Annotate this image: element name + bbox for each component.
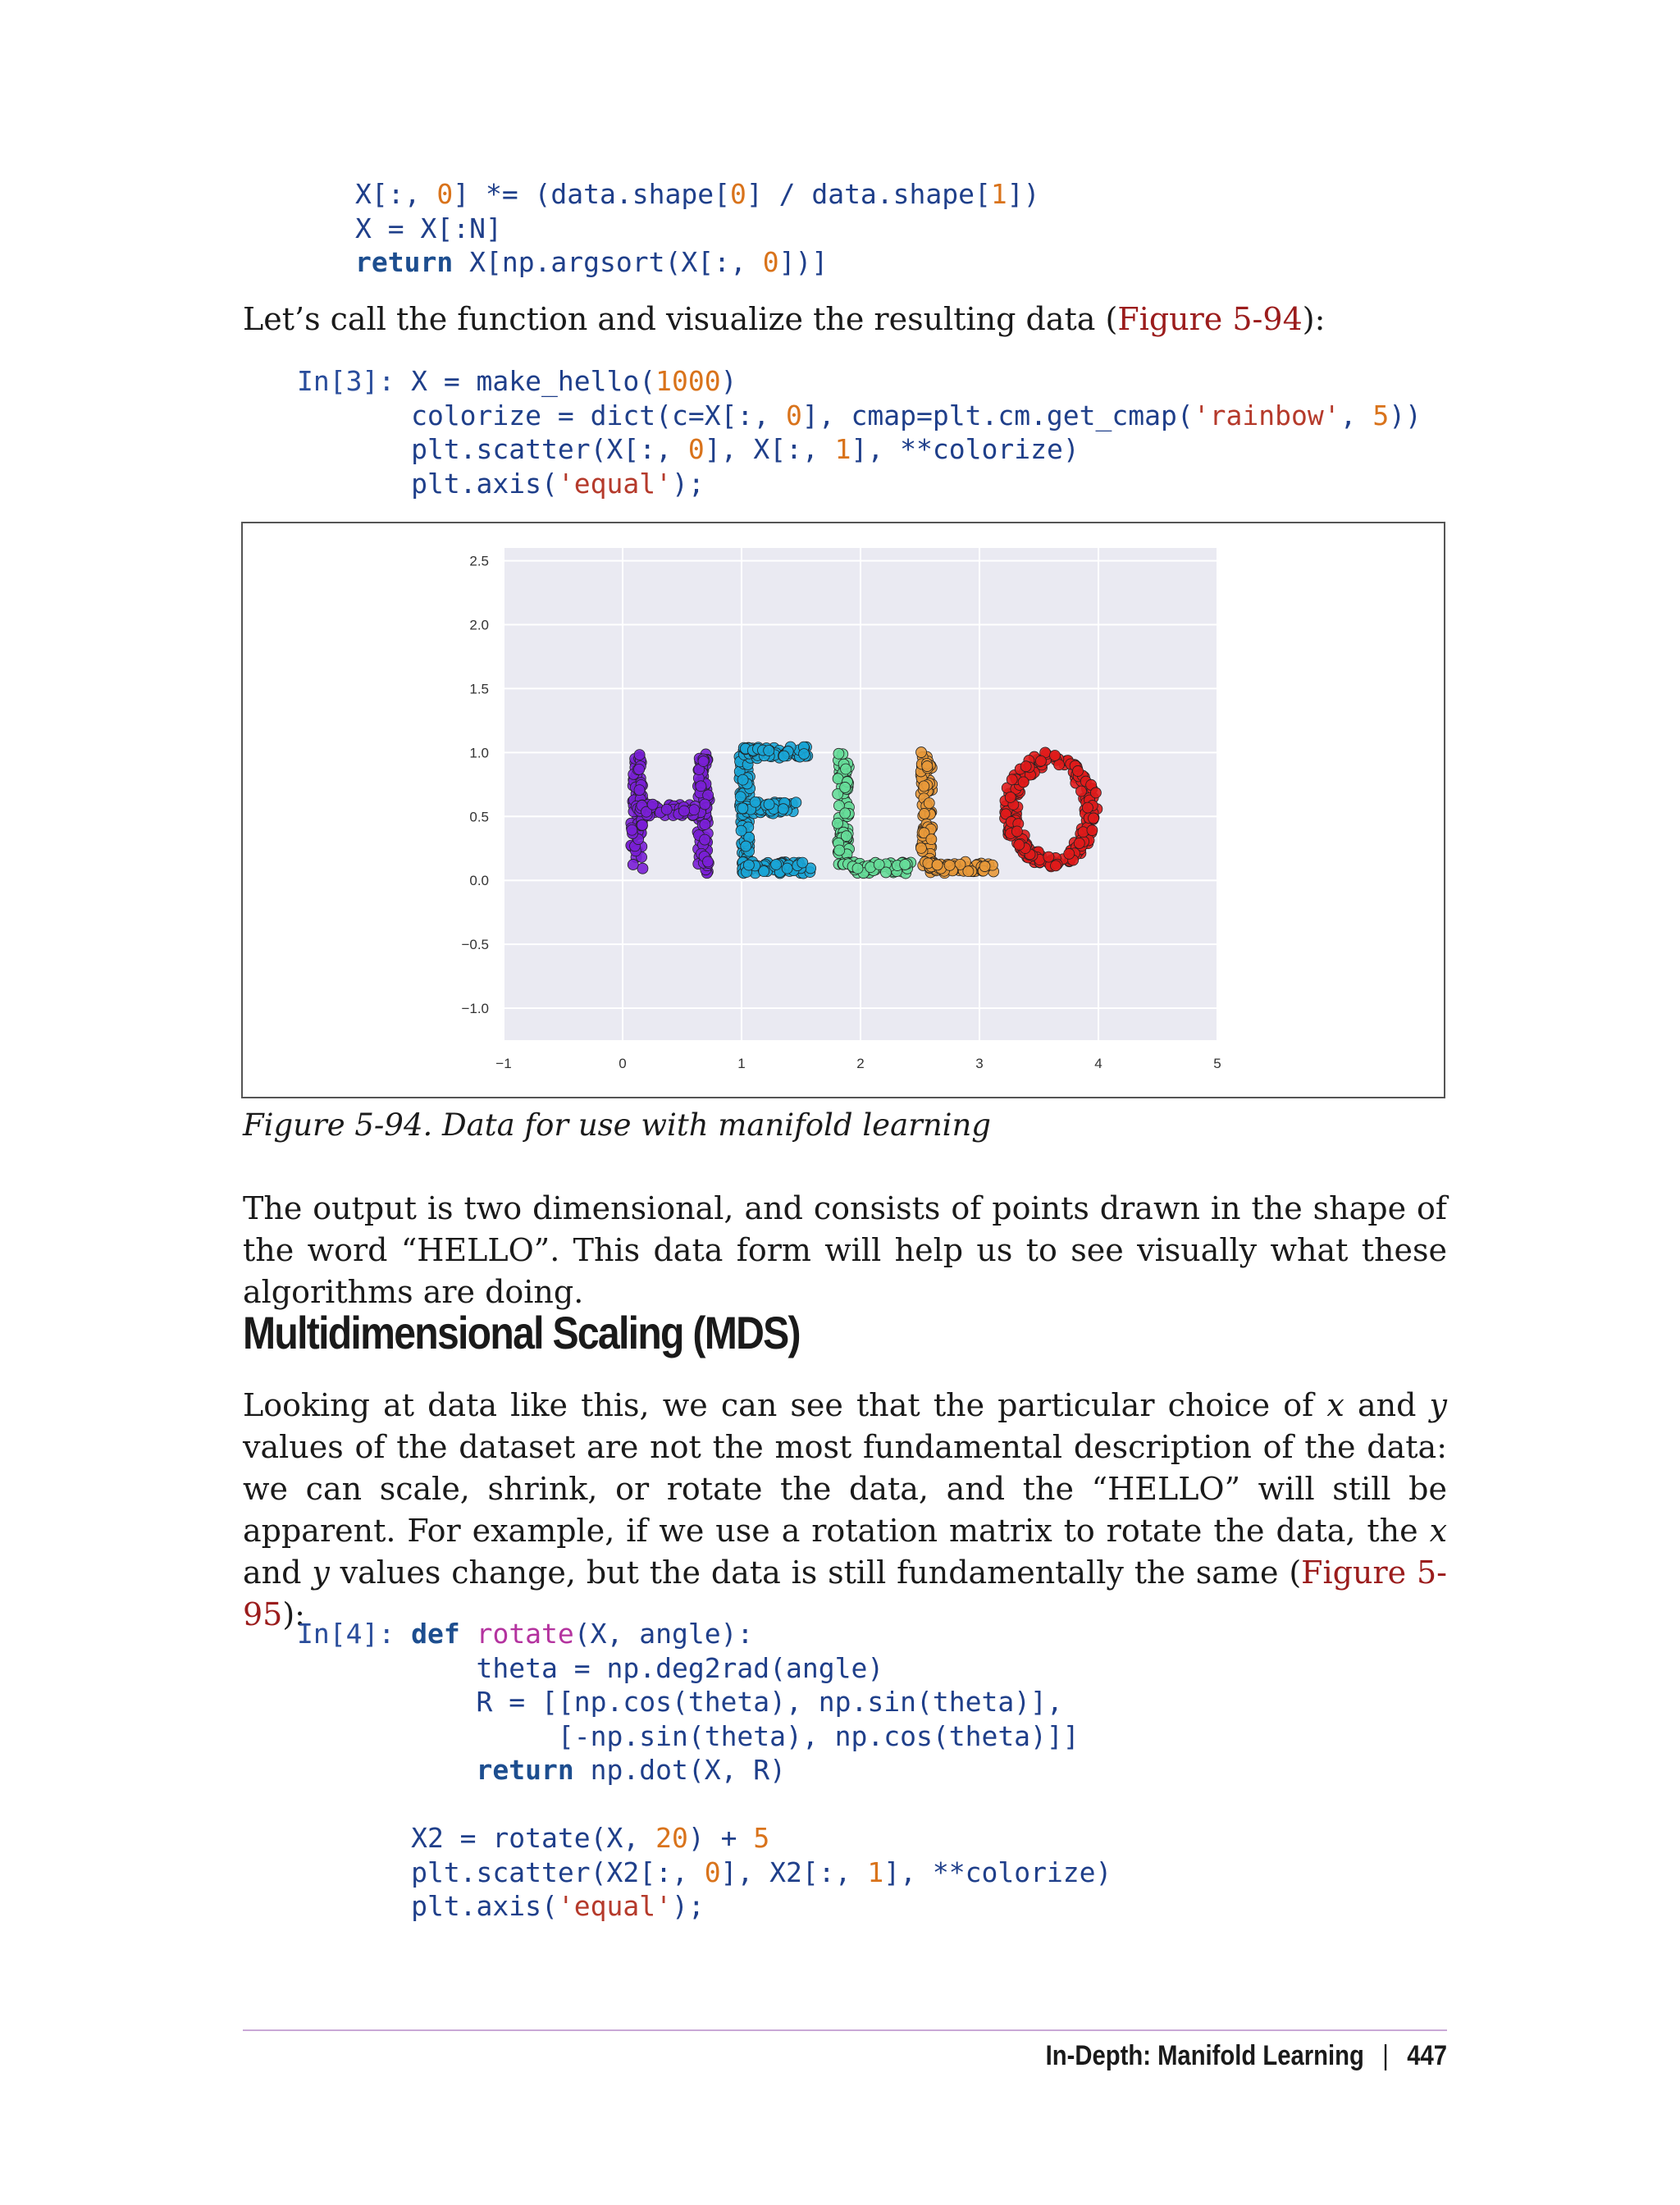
code-string: 'rainbow'	[1193, 399, 1340, 431]
code-token: )	[720, 365, 737, 397]
code-line	[297, 1685, 1112, 1719]
y-tick-label: −1.0	[461, 1001, 489, 1017]
scatter-point	[919, 808, 929, 819]
code-token: ) +	[687, 1822, 754, 1854]
scatter-point	[764, 746, 774, 756]
scatter-point	[963, 866, 974, 877]
code-line	[297, 467, 1422, 501]
code-number: 1000	[655, 365, 721, 397]
code-line	[355, 212, 1040, 246]
y-tick-labels	[461, 554, 489, 1016]
code-token: ], X[:,	[704, 433, 835, 465]
code-block-3	[297, 1617, 1112, 1924]
code-line	[297, 1719, 1112, 1754]
code-token: ])]	[778, 246, 829, 278]
scatter-point	[1049, 750, 1060, 760]
code-prompt: In[4]:	[297, 1618, 395, 1650]
y-tick-label: 1.5	[469, 681, 489, 697]
paragraph-text: values of the dataset are not the most fundamental description of the data: we can scale, shrink, or rotate the data, and the “HELLO” will still be apparent. For example, if we use a rotation matrix to rotate the data, the	[243, 1429, 1447, 1549]
footer-rule	[243, 2029, 1447, 2031]
x-tick-label: 2	[856, 1056, 865, 1071]
scatter-point	[627, 824, 637, 835]
scatter-point	[647, 799, 658, 810]
code-number: 5	[1372, 399, 1390, 431]
scatter-point	[737, 774, 748, 785]
footer-section-title: In-Depth: Manifold Learning	[1045, 2040, 1364, 2071]
code-line	[297, 1821, 1112, 1856]
paragraph-text: ):	[1302, 301, 1326, 337]
x-tick-label: 1	[737, 1056, 746, 1071]
code-token: plt.scatter(X2[:,	[411, 1856, 705, 1888]
scatter-point	[628, 859, 638, 870]
code-token: X = make_hello(	[395, 365, 656, 397]
code-token: ], X2[:,	[720, 1856, 868, 1888]
code-token: ,	[1340, 399, 1373, 431]
scatter-point	[1074, 838, 1084, 848]
scatter-point	[736, 825, 746, 836]
scatter-point	[900, 859, 911, 870]
paragraph-output: The output is two dimensional, and consists of points drawn in the shape of the word “HELLO”. This data form will help us to see visually what these algorithms are doing.	[243, 1190, 1447, 1310]
code-token: X[:,	[355, 178, 437, 210]
code-number: 1	[867, 1856, 884, 1888]
scatter-point	[679, 806, 690, 816]
scatter-point	[637, 863, 648, 874]
y-tick-label: 0.5	[469, 809, 489, 825]
x-tick-label: 0	[619, 1056, 627, 1071]
scatter-point	[702, 856, 713, 867]
scatter-point	[661, 804, 672, 815]
y-tick-label: −0.5	[461, 937, 489, 953]
paragraph-text: Looking at data like this, we can see that the particular choice of	[243, 1387, 1327, 1423]
code-number: 20	[655, 1822, 688, 1854]
code-keyword: return	[476, 1754, 574, 1786]
code-token: X2 = rotate(X,	[411, 1822, 656, 1854]
scatter-point	[1090, 788, 1101, 798]
code-number: 0	[704, 1856, 721, 1888]
code-block-1	[355, 177, 1040, 280]
paragraph-text: Let’s call the function and visualize the resulting data (	[243, 301, 1118, 337]
math-var: x	[1326, 1387, 1344, 1423]
scatter-point	[919, 781, 929, 792]
code-line	[297, 1787, 1112, 1822]
paragraph-text: values change, but the data is still fundamentally the same (	[329, 1554, 1302, 1591]
code-token: np.dot(X, R)	[573, 1754, 787, 1786]
scatter-point	[700, 834, 710, 845]
code-line	[355, 245, 1040, 280]
code-line	[297, 1856, 1112, 1890]
scatter-point	[926, 834, 937, 845]
section-title: Multidimensional Scaling (MDS)	[243, 1307, 800, 1358]
scatter-point	[922, 761, 933, 772]
x-tick-label: 5	[1213, 1056, 1221, 1071]
paragraph-mds	[243, 1385, 1447, 1636]
code-number: 1	[834, 433, 851, 465]
code-line	[355, 177, 1040, 212]
code-string: 'equal'	[557, 467, 672, 500]
scatter-point	[916, 747, 927, 758]
scatter-point	[979, 861, 990, 872]
scatter-point	[782, 863, 792, 874]
scatter-point	[759, 866, 769, 877]
code-token: ))	[1389, 399, 1422, 431]
scatter-point	[791, 797, 801, 808]
code-prompt: In[3]:	[297, 365, 395, 397]
code-number: 1	[990, 178, 1007, 210]
math-var: y	[1429, 1387, 1447, 1423]
code-token: theta = np.deg2rad(angle)	[476, 1651, 884, 1684]
code-line	[297, 1753, 1112, 1787]
scatter-point	[915, 842, 926, 853]
scatter-point	[834, 845, 845, 856]
figure-link[interactable]: Figure 5-95	[243, 1554, 1447, 1632]
y-tick-label: 0.0	[469, 873, 489, 889]
scatter-point	[634, 750, 645, 760]
scatter-point	[698, 756, 709, 767]
code-number: 0	[687, 433, 705, 465]
code-line	[297, 364, 1422, 399]
scatter-point	[1011, 826, 1022, 837]
code-token: X = X[:N]	[355, 212, 502, 244]
scatter-point	[1005, 792, 1016, 802]
scatter-point	[1087, 825, 1098, 836]
y-tick-label: 2.5	[469, 553, 489, 569]
y-tick-label: 1.0	[469, 745, 489, 761]
math-var: y	[312, 1554, 330, 1591]
code-token: plt.scatter(X[:,	[411, 433, 688, 465]
code-number: 5	[753, 1822, 770, 1854]
figure-link[interactable]: Figure 5-94	[1117, 301, 1303, 337]
scatter-point	[1064, 848, 1075, 859]
scatter-point	[924, 798, 934, 809]
x-tick-label: 4	[1094, 1056, 1102, 1071]
scatter-point	[741, 841, 751, 851]
scatter-point	[637, 819, 647, 830]
scatter-point	[799, 749, 810, 760]
code-token: [-np.sin(theta), np.cos(theta)]]	[557, 1719, 1080, 1752]
code-token: plt.axis(	[411, 467, 558, 500]
scatter-point	[833, 748, 844, 759]
scatter-point	[771, 859, 782, 870]
code-number: 0	[729, 178, 746, 210]
code-token: R = [[np.cos(theta), np.sin(theta)],	[476, 1686, 1063, 1718]
x-tick-label: −1	[495, 1056, 512, 1071]
paragraph-text: and	[243, 1554, 313, 1591]
scatter-point	[833, 818, 843, 829]
scatter-point	[852, 863, 863, 874]
scatter-point	[778, 804, 788, 815]
code-line	[297, 432, 1422, 467]
scatter-point	[764, 799, 774, 810]
figure-caption: Figure 5-94. Data for use with manifold learning	[243, 1107, 991, 1143]
code-token: ], cmap=plt.cm.get_cmap(	[801, 399, 1194, 431]
code-number: 0	[436, 178, 454, 210]
scatter-point	[750, 797, 760, 807]
x-tick-label: 3	[975, 1056, 984, 1071]
y-tick-label: 2.0	[469, 617, 489, 633]
scatter-point	[797, 857, 808, 868]
code-block-2	[297, 364, 1422, 500]
x-tick-labels	[495, 1056, 1221, 1071]
code-line	[297, 1651, 1112, 1686]
code-token: ])	[1007, 178, 1040, 210]
code-token: X[np.argsort(X[:,	[453, 246, 763, 278]
code-keyword: return	[355, 246, 454, 278]
scatter-point	[1082, 802, 1093, 813]
scatter-point	[1018, 777, 1029, 788]
paragraph-text: and	[1344, 1387, 1430, 1423]
figure-frame	[241, 522, 1445, 1098]
scatter-point	[1075, 786, 1086, 797]
scatter-point	[944, 860, 955, 870]
code-token: ] *= (data.shape[	[453, 178, 730, 210]
scatter-point	[840, 808, 851, 819]
scatter-point	[696, 781, 706, 792]
scatter-point	[1035, 756, 1046, 766]
code-keyword: def	[411, 1618, 460, 1650]
scatter-point	[778, 751, 789, 761]
code-number: 0	[762, 246, 779, 278]
code-number: 0	[786, 399, 802, 431]
scatter-point	[1043, 851, 1054, 862]
paragraph-text: ):	[282, 1596, 305, 1632]
scatter-point	[1014, 839, 1025, 850]
scatter-point	[1051, 861, 1061, 871]
code-line	[297, 1889, 1112, 1924]
scatter-point	[634, 764, 645, 774]
scatter-point	[874, 859, 884, 870]
scatter-point	[743, 860, 754, 870]
footer-separator: |	[1382, 2040, 1389, 2071]
scatter-point	[1073, 765, 1084, 776]
code-function-name: rotate	[476, 1618, 574, 1650]
scatter-point	[737, 803, 748, 814]
scatter-point	[841, 764, 851, 774]
code-token: ] / data.shape[	[746, 178, 991, 210]
code-token: ], **colorize)	[851, 433, 1080, 465]
scatter-point	[689, 805, 700, 815]
paragraph-intro	[243, 299, 1447, 340]
scatter-point	[932, 860, 943, 870]
scatter-point	[1020, 761, 1031, 772]
code-token: colorize = dict(c=X[:,	[411, 399, 787, 431]
scatter-chart	[243, 523, 1444, 1097]
code-line	[297, 1617, 1112, 1651]
scatter-point	[1088, 813, 1098, 824]
code-line	[297, 399, 1422, 433]
code-token: ], **colorize)	[883, 1856, 1112, 1888]
code-token: );	[671, 1890, 705, 1922]
math-var: x	[1429, 1513, 1447, 1549]
code-token: (X, angle):	[573, 1618, 754, 1650]
scatter-point	[840, 782, 851, 792]
scatter-point	[700, 799, 710, 810]
page-number: 447	[1407, 2040, 1447, 2071]
scatter-point	[1007, 774, 1017, 785]
page-footer	[1046, 2040, 1447, 2072]
code-string: 'equal'	[557, 1890, 672, 1922]
code-token: );	[671, 467, 705, 500]
code-token: plt.axis(	[411, 1890, 558, 1922]
scatter-point	[634, 785, 645, 796]
